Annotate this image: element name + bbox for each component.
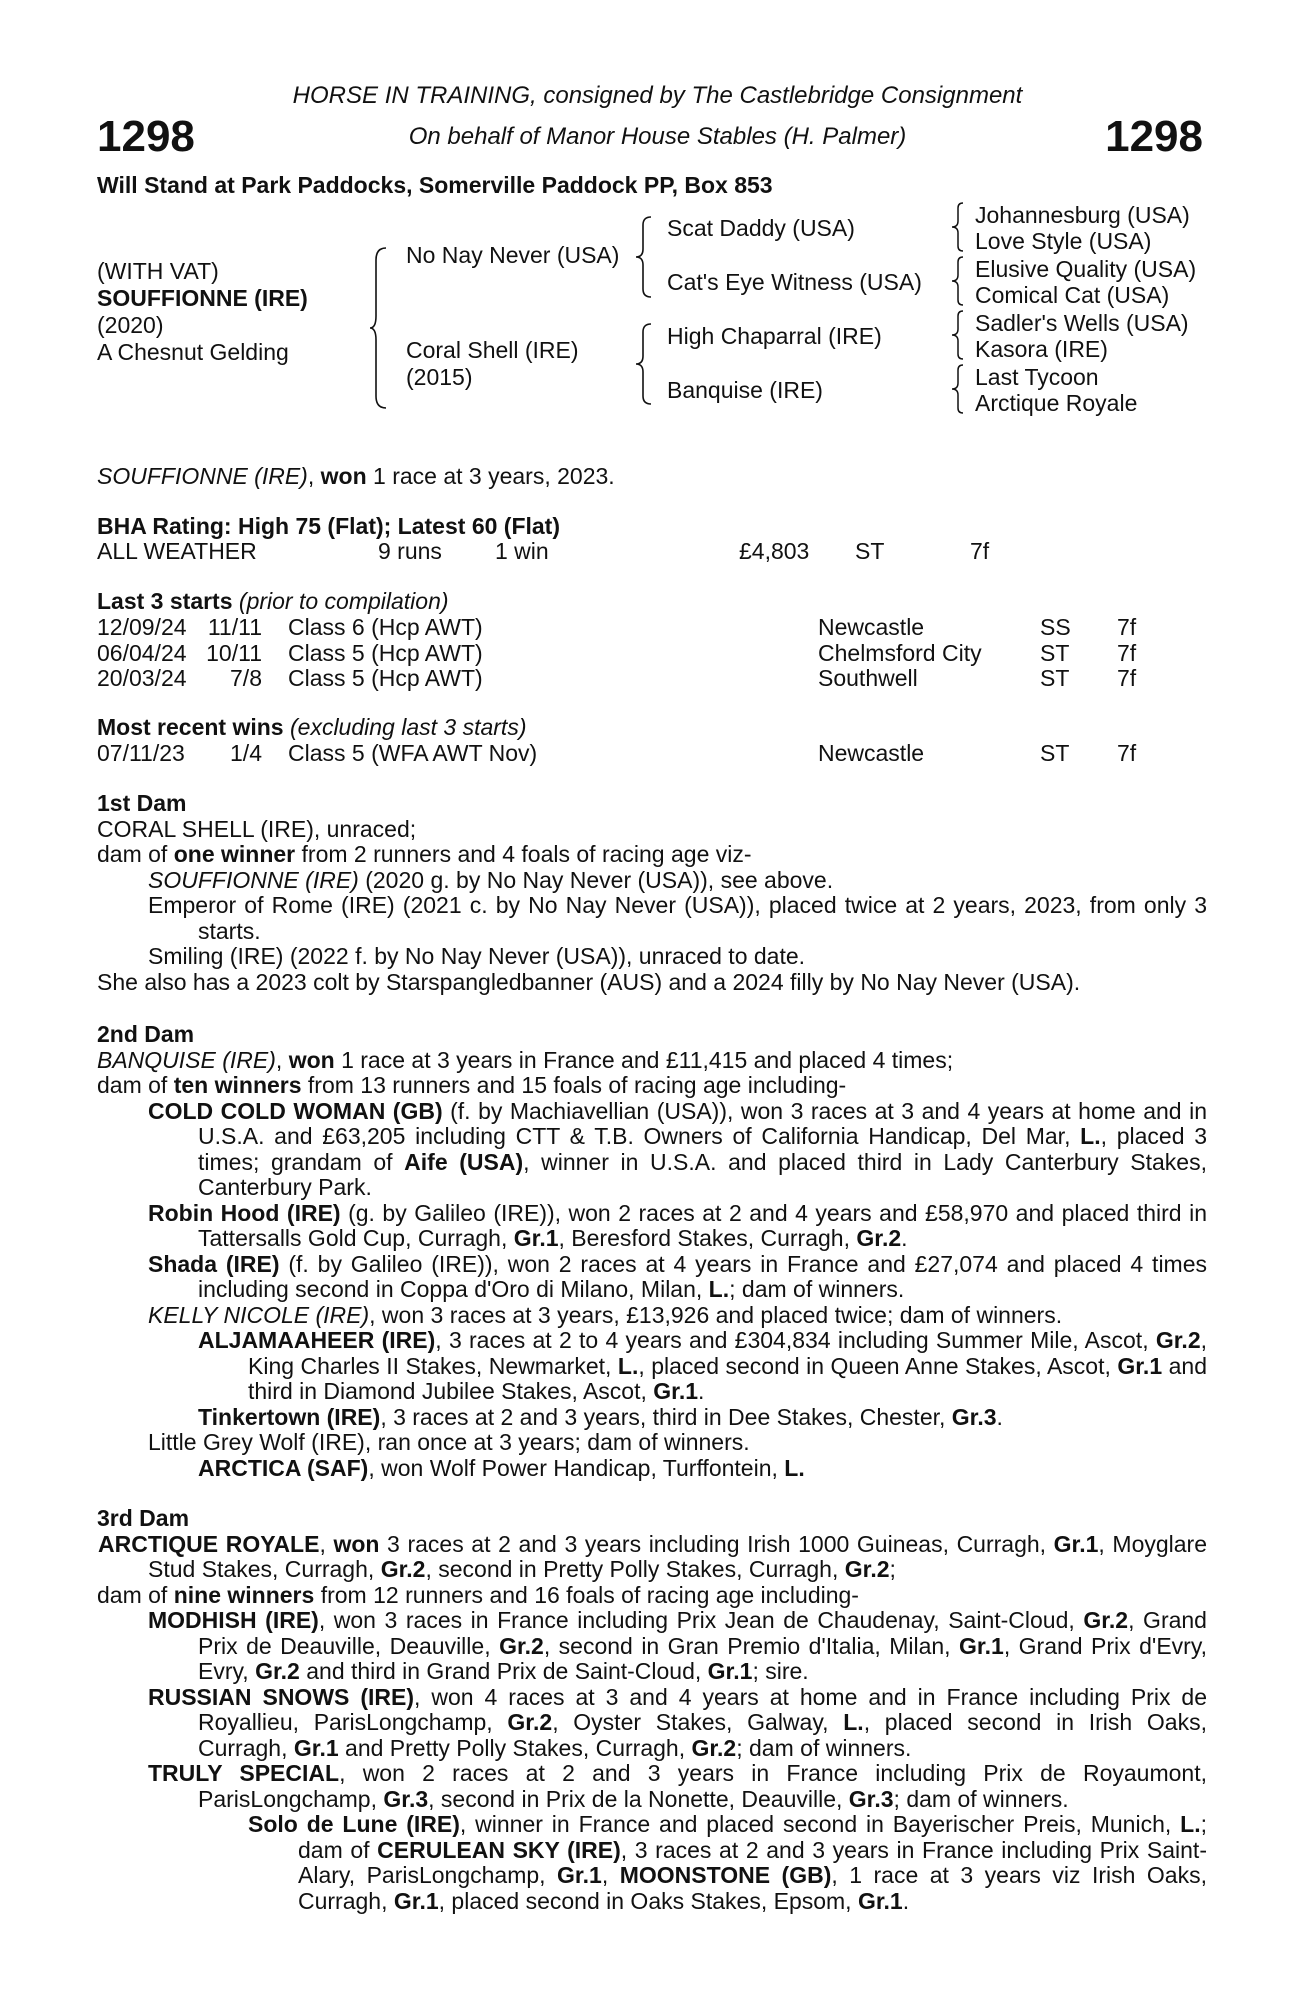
grandparent-3: Elusive Quality (USA) [975, 256, 1197, 282]
second-dam-section [97, 1022, 1207, 1481]
grandparent-7: Last Tycoon [975, 364, 1099, 390]
recent-win-row-1-going: ST [1040, 740, 1070, 766]
recent-win-row-1-pos: 1/4 [230, 740, 262, 766]
second-dam-grandproduce-3: ARCTICA (SAF), won Wolf Power Handicap, Turffontein, L. [198, 1454, 805, 1481]
second-dam-produce-5: Little Grey Wolf (IRE), ran once at 3 years; dam of winners. [148, 1429, 750, 1455]
grandparent-8: Arctique Royale [975, 390, 1138, 416]
first-dam-heading: 1st Dam [97, 790, 187, 816]
first-dam-produce-1: SOUFFIONNE (IRE) (2020 g. by No Nay Never (USA)), see above. [148, 866, 834, 893]
horse-description: A Chesnut Gelding [97, 339, 289, 365]
summary-rest: 1 race at 3 years, 2023. [366, 463, 615, 489]
pedigree-brace-g1 [950, 201, 966, 253]
last3-row-2-going: ST [1040, 639, 1070, 666]
on-behalf-line: On behalf of Manor House Stables (H. Palmer) [408, 123, 907, 150]
first-dam-produce-2: Emperor of Rome (IRE) (2021 c. by No Nay Never (USA)), placed twice at 2 years, 2023, from only 3 starts. [148, 892, 1207, 944]
second-dam-produce-3: Shada (IRE) (f. by Galileo (IRE)), won 2 races at 4 years in France and £27,074 and placed 4 times including second in Coppa d'Oro di Milano, Milan, L.; dam of winners. [148, 1250, 1208, 1302]
race-summary: SOUFFIONNE (IRE), won 1 race at 3 years, 2023. [97, 463, 615, 489]
recent-win-row-1-cls: Class 5 (WFA AWT Nov) [288, 740, 538, 766]
recent-win-row-1-date: 07/11/23 [97, 740, 185, 766]
summary-won: won [320, 463, 367, 489]
second-dam-produce-1: COLD COLD WOMAN (GB) (f. by Machiavellian (USA)), won 3 races at 3 and 4 years at home and in U.S.A. and £63,205 including CTT & T.B. Owners of California Handicap, Del Mar, L., placed 3 times; grandam of Aife (USA), winner in U.S.A. and placed third in Lady Canterbury Stakes, Canterbury Park. [148, 1097, 1207, 1200]
lot-number-left: 1298 [97, 112, 195, 161]
last3-row-2-course: Chelmsford City [818, 639, 982, 666]
first-dam-note: She also has a 2023 colt by Starspangledbanner (AUS) and a 2024 filly by No Nay Never (USA). [97, 968, 1081, 995]
second-dam-produce-2: Robin Hood (IRE) (g. by Galileo (IRE)), won 2 races at 2 and 4 years and £58,970 and placed third in Tattersalls Gold Cup, Curragh, Gr.1, Beresford Stakes, Curragh, Gr.2. [148, 1199, 1207, 1251]
recent-wins-heading-italic: (excluding last 3 starts) [290, 714, 527, 740]
last3-row-1-dist: 7f [1117, 614, 1137, 640]
last3-heading-bold: Last 3 starts [97, 588, 233, 614]
going: ST [855, 538, 885, 564]
first-dam-produce-3: Smiling (IRE) (2022 f. by No Nay Never (USA)), unraced to date. [148, 943, 806, 969]
sire-dam: Cat's Eye Witness (USA) [667, 269, 922, 295]
dam-name: Coral Shell (IRE) [406, 337, 579, 363]
third-dam-heading: 3rd Dam [97, 1505, 190, 1531]
surface: ALL WEATHER [97, 538, 257, 564]
stand-location: Will Stand at Park Paddocks, Somerville Paddock PP, Box 853 [97, 172, 773, 198]
lot-number-right: 1298 [1105, 112, 1203, 161]
last3-row-1-pos: 11/11 [207, 614, 262, 640]
horse-year: (2020) [97, 312, 164, 338]
first-dam-line2: dam of one winner from 2 runners and 4 foals of racing age viz- [97, 841, 752, 867]
last3-row-3-pos: 7/8 [230, 665, 262, 691]
last3-row-3-going: ST [1040, 665, 1070, 691]
third-dam-line2: dam of nine winners from 12 runners and 16 foals of racing age including- [97, 1581, 859, 1608]
horse-block [97, 258, 308, 366]
second-dam-heading: 2nd Dam [97, 1021, 195, 1047]
runs: 9 runs [378, 538, 442, 564]
last3-row-2-cls: Class 5 (Hcp AWT) [288, 639, 483, 666]
recent-wins-heading [97, 714, 526, 741]
wins: 1 win [495, 538, 549, 564]
last3-row-3-date: 20/03/24 [97, 665, 187, 691]
first-dam-line1: CORAL SHELL (IRE), unraced; [97, 815, 417, 842]
pedigree-brace-g3 [950, 309, 966, 361]
third-dam-produce-3: TRULY SPECIAL, won 2 races at 2 and 3 years in France including Prix de Royaumont, ParisLongchamp, Gr.3, second in Prix de la Nonette, Deauville, Gr.3; dam of winners. [148, 1760, 1207, 1812]
sire-name: No Nay Never (USA) [406, 242, 620, 268]
last3-row-3-course: Southwell [818, 665, 918, 691]
recent-win-row-1-dist: 7f [1117, 740, 1137, 766]
third-dam-line1: ARCTIQUE ROYALE, won 3 races at 2 and 3 years including Irish 1000 Guineas, Curragh, Gr.1, Moyglare Stud Stakes, Curragh, Gr.2, second in Pretty Polly Stakes, Curragh, Gr.2; [98, 1530, 1208, 1582]
dam-sire: High Chaparral (IRE) [667, 323, 882, 349]
second-dam-produce-4: KELLY NICOLE (IRE), won 3 races at 3 years, £13,926 and placed twice; dam of winners. [148, 1301, 1063, 1328]
second-dam-line1: BANQUISE (IRE), won 1 race at 3 years in France and £11,415 and placed 4 times; [97, 1046, 954, 1073]
vat-note: (WITH VAT) [97, 258, 219, 284]
second-dam-grandproduce-2: Tinkertown (IRE), 3 races at 2 and 3 years, third in Dee Stakes, Chester, Gr.3. [198, 1403, 1003, 1430]
last3-heading-italic: (prior to compilation) [238, 588, 449, 614]
second-dam-line2: dam of ten winners from 13 runners and 15 foals of racing age including- [97, 1072, 847, 1098]
third-dam-grandproduce-1: Solo de Lune (IRE), winner in France and placed second in Bayerischer Preis, Munich, L.; dam of CERULEAN SKY (IRE), 3 races at 2 and 3 years in France including Prix Saint-Alary, ParisLongchamp, Gr.1, MOONSTONE (GB), 1 race at 3 years viz Irish Oaks, Curragh, Gr.1, placed second in Oaks Stakes, Epsom, Gr.1. [248, 1811, 1207, 1914]
last3-heading [97, 588, 449, 615]
last3-row-2-dist: 7f [1117, 639, 1137, 666]
pedigree-brace-g2 [950, 255, 966, 307]
third-dam-produce-2: RUSSIAN SNOWS (IRE), won 4 races at 3 and 4 years at home and in France including Prix de Royallieu, ParisLongchamp, Gr.2, Oyster Stakes, Galway, L., placed second in Irish Oaks, Curragh, Gr.1 and Pretty Polly Stakes, Curragh, Gr.2; dam of winners. [148, 1683, 1208, 1761]
grandparent-5: Sadler's Wells (USA) [975, 310, 1189, 336]
distance: 7f [970, 538, 990, 564]
last3-row-1-going: SS [1040, 614, 1071, 640]
bha-rating-heading: BHA Rating: High 75 (Flat); Latest 60 (Flat) [97, 513, 560, 539]
second-dam-grandproduce-1: ALJAMAAHEER (IRE), 3 races at 2 to 4 years and £304,834 including Summer Mile, Ascot, Gr.2, King Charles II Stakes, Newmarket, L., placed second in Queen Anne Stakes, Ascot, Gr.1 and third in Diamond Jubilee Stakes, Ascot, Gr.1. [198, 1327, 1208, 1404]
consignment-line: HORSE IN TRAINING, consigned by The Castlebridge Consignment [292, 82, 1023, 109]
prize-money: £4,803 [739, 538, 810, 564]
last3-row-3-cls: Class 5 (Hcp AWT) [288, 665, 483, 691]
last3-row-2-pos: 10/11 [206, 639, 262, 666]
last3-row-2-date: 06/04/24 [97, 639, 187, 666]
last3-row-1-course: Newcastle [818, 614, 925, 640]
sire-sire: Scat Daddy (USA) [667, 215, 855, 241]
grandparent-4: Comical Cat (USA) [975, 282, 1170, 308]
third-dam-produce-1: MODHISH (IRE), won 3 races in France including Prix Jean de Chaudenay, Saint-Cloud, Gr.2, Grand Prix de Deauville, Deauville, Gr.2, second in Gran Premio d'Italia, Milan, Gr.1, Grand Prix d'Evry, Evry, Gr.2 and third in Grand Prix de Saint-Cloud, Gr.1; sire. [148, 1607, 1208, 1684]
pedigree-brace-dam [634, 322, 654, 406]
dam-year: (2015) [406, 364, 473, 390]
recent-wins-heading-bold: Most recent wins [97, 714, 284, 740]
third-dam-section [97, 1506, 1207, 1914]
pedigree-brace-sire [634, 215, 654, 299]
last3-row-1-date: 12/09/24 [97, 614, 187, 640]
pedigree-brace-main [368, 246, 390, 410]
first-dam-section [97, 791, 1207, 995]
pedigree-brace-g4 [950, 363, 966, 415]
summary-name: SOUFFIONNE (IRE) [97, 463, 308, 489]
last3-row-1-cls: Class 6 (Hcp AWT) [288, 614, 483, 640]
grandparent-6: Kasora (IRE) [975, 336, 1108, 362]
grandparent-2: Love Style (USA) [975, 228, 1152, 254]
grandparent-1: Johannesburg (USA) [975, 202, 1190, 228]
last3-row-3-dist: 7f [1117, 665, 1137, 691]
dam-dam: Banquise (IRE) [667, 377, 823, 403]
recent-win-row-1-course: Newcastle [818, 740, 925, 766]
horse-name: SOUFFIONNE (IRE) [97, 285, 308, 311]
